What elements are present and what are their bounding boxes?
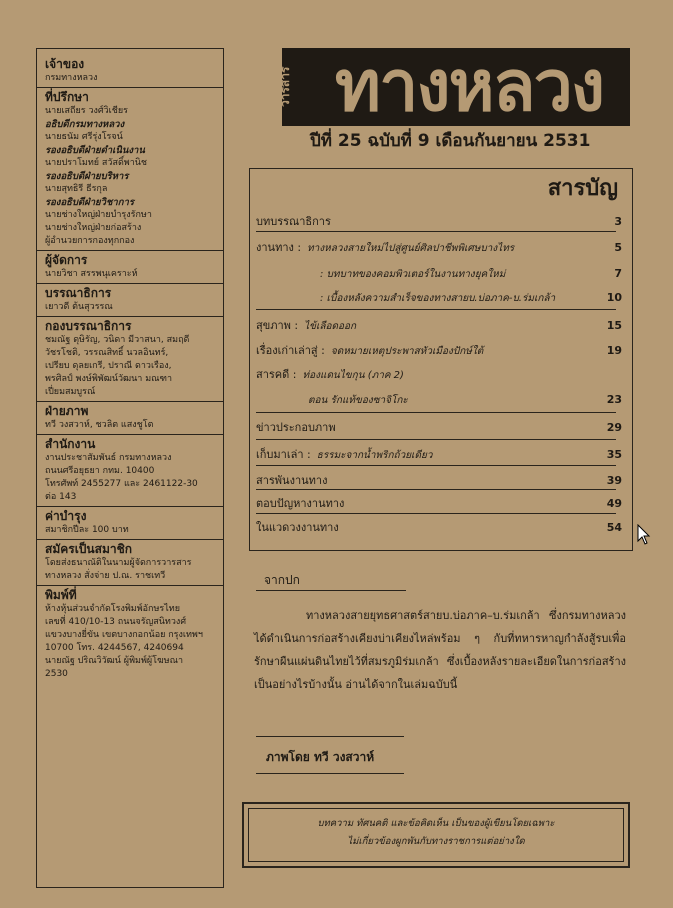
credits-text: ต่อ 143 (45, 492, 77, 502)
credits-role: อธิบดีกรมทางหลวง (45, 119, 125, 130)
toc-divider (256, 465, 616, 466)
toc-row (256, 472, 622, 490)
disclaimer-box (242, 802, 630, 868)
credits-text: 10700 โทร. 4244567, 4240694 (45, 643, 184, 653)
credits-column (36, 48, 224, 888)
credits-role: รองอธิบดีฝ่ายวิชาการ (45, 197, 134, 208)
toc-row (256, 239, 622, 257)
masthead-title: ทางหลวง (334, 45, 604, 127)
credits-role: รองอธิบดีฝ่ายดำเนินงาน (45, 145, 145, 156)
toc-title: สารบัญ (547, 176, 618, 201)
credits-text: เปี่ยมสมบูรณ์ (45, 387, 96, 397)
cover-paragraph (254, 604, 626, 696)
credits-text: กรมทางหลวง (45, 73, 98, 83)
toc-row (256, 419, 622, 437)
toc-entry (256, 495, 344, 513)
credits-heading: สมัครเป็นสมาชิก (45, 542, 133, 556)
credits-text: ผู้อำนวยการกองทุกกอง (45, 236, 135, 246)
toc-row (256, 213, 622, 231)
toc-page-number: 15 (606, 319, 622, 332)
credits-text: เปรียบ ดุลยเกรี, ปราณี ดาวเรือง, (45, 361, 172, 371)
credits-heading: ผู้จัดการ (45, 253, 88, 267)
credits-text: สมาชิกปีละ 100 บาท (45, 525, 129, 535)
credits-section (45, 542, 215, 583)
credits-text: พรศิลป์ พงษ์พิพัฒน์วัฒนา มณฑา (45, 374, 173, 384)
toc-entry (256, 519, 339, 537)
toc-section-label: ข่าวประกอบภาพ (256, 421, 336, 434)
toc-entry (320, 265, 505, 284)
toc-section-label: บทบรรณาธิการ (256, 215, 331, 228)
credits-heading: ที่ปรึกษา (45, 90, 89, 104)
credits-section (45, 90, 215, 248)
credits-text: โดยส่งธนาณัติในนามผู้จัดการวารสาร (45, 558, 192, 568)
toc-page-number: 5 (614, 241, 622, 254)
credits-section (45, 509, 215, 537)
toc-row (256, 265, 622, 283)
credits-heading: สำนักงาน (45, 437, 96, 451)
toc-row (256, 519, 622, 537)
credits-divider (37, 250, 223, 251)
credits-text: นายเสถียร วงศ์วิเชียร (45, 106, 128, 116)
masthead-small-title: วารสาร (278, 66, 292, 108)
credits-text: โทรศัพท์ 2455277 และ 2461122-30 (45, 479, 198, 489)
credits-text: ชมณัฐ ดุษิรัญ, วนิดา มีวาสนา, สมฤดี (45, 335, 190, 345)
credits-role: รองอธิบดีฝ่ายบริหาร (45, 171, 129, 182)
credits-text: ถนนศรีอยุธยา กทม. 10400 (45, 466, 155, 476)
masthead (278, 45, 630, 127)
toc-divider (256, 513, 616, 514)
credits-divider (37, 434, 223, 435)
credits-section (45, 319, 215, 399)
toc-section-label: เรื่องเก่าเล่าสู่ : (256, 344, 325, 357)
credits-text: นายณัฐ ปริณวิวัฒน์ ผู้พิมพ์ผู้โฆษณา (45, 656, 183, 666)
credits-heading: บรรณาธิการ (45, 286, 112, 300)
credits-text: แขวงบางยี่ขัน เขตบางกอกน้อย กรุงเทพฯ (45, 630, 203, 640)
credit-divider-top (256, 736, 404, 737)
credits-section (45, 57, 215, 85)
credits-section (45, 588, 215, 681)
toc-article-title: ตอน รักแท้ของซาจิโกะ (308, 395, 408, 406)
toc-divider (256, 489, 616, 490)
toc-section-label: สารคดี : (256, 368, 297, 381)
toc-section-label: งานทาง : (256, 241, 302, 254)
toc-section-label: ในแวดวงงานทาง (256, 521, 339, 534)
credits-heading: พิมพ์ที่ (45, 588, 77, 602)
toc-article-title: จดหมายเหตุประพาสหัวเมืองปักษ์ใต้ (330, 346, 484, 357)
toc-article-title: ทางหลวงสายใหม่ไปสู่ศูนย์ศิลปาชีพพิเศษบางไทร (307, 243, 515, 254)
credits-heading: ค่าบำรุง (45, 509, 87, 523)
toc-row (256, 366, 622, 384)
cover-paragraph-text: ทางหลวงสายยุทธศาสตร์สายบ.บ่อภาค–บ.ร่มเกล้า ซึ่งกรมทางหลวงได้ดำเนินการก่อสร้างเคียงบ่าเคียงไหล่พร้อม ๆ กับที่ทหารหาญกำลังสู้รบเพื่อรักษาผืนแผ่นดินไทยไว้ที่สมรภูมิร่มเกล้า ซึ่งเบื้องหลังรายละเอียดในการก่อสร้างเป็นอย่างไรบ้างนั้น อ่านได้จากในเล่มฉบับนี้ (254, 609, 626, 691)
credits-section (45, 253, 215, 281)
credits-text: ห้างหุ้นส่วนจำกัดโรงพิมพ์อักษรไทย (45, 604, 180, 614)
credits-section (45, 437, 215, 504)
toc-page-number: 7 (614, 267, 622, 280)
toc-entry (256, 419, 336, 437)
toc-entry (256, 472, 327, 490)
toc-row (256, 317, 622, 335)
credits-text: นายช่างใหญ่ฝ่ายก่อสร้าง (45, 223, 142, 233)
credits-text: นายสุทธิรี ธีรกุล (45, 184, 108, 194)
credit-divider-bottom (256, 773, 404, 774)
toc-entry (256, 446, 432, 465)
toc-row (256, 391, 622, 409)
toc-section-label: เก็บมาเล่า : (256, 448, 311, 461)
toc-entry (256, 213, 331, 231)
issue-line: ปีที่ 25 ฉบับที่ 9 เดือนกันยายน 2531 (310, 131, 591, 151)
credits-heading: เจ้าของ (45, 57, 85, 71)
credits-divider (37, 539, 223, 540)
credits-heading: ฝ่ายภาพ (45, 404, 89, 418)
toc-divider (256, 412, 616, 413)
toc-page-number: 35 (606, 448, 622, 461)
toc-entry (256, 342, 483, 361)
credits-divider (37, 585, 223, 586)
toc-row (256, 446, 622, 464)
toc-section-label: สารพันงานทาง (256, 474, 328, 487)
photo-credit: ภาพโดย ทวี วงสวาห์ (266, 750, 375, 764)
toc-page-number: 54 (606, 521, 622, 534)
toc-entry (308, 391, 408, 410)
mouse-cursor-icon (637, 524, 651, 546)
toc-section-label: ตอบปัญหางานทาง (256, 497, 345, 510)
toc-section-label: สุขภาพ : (256, 319, 299, 332)
credits-heading: กองบรรณาธิการ (45, 319, 132, 333)
credits-section (45, 286, 215, 314)
toc-page-number: 3 (614, 215, 622, 228)
toc-entry (320, 289, 555, 308)
credits-text: วัชรโชติ, วรรณสิทธิ์ นวลอินทร์, (45, 348, 169, 358)
credits-text: เยาวดี ต้นสุวรรณ (45, 302, 113, 312)
disclaimer-inner (248, 808, 624, 862)
toc-article-title: : บทบาทของคอมพิวเตอร์ในงานทางยุคใหม่ (320, 269, 506, 280)
credits-divider (37, 316, 223, 317)
toc-article-title: ธรรมะจากน้ำพริกถ้วยเดียว (316, 450, 433, 461)
toc-page-number: 39 (606, 474, 622, 487)
toc-page-number: 10 (606, 291, 622, 304)
toc-article-title: ไข้เลือดออก (304, 321, 357, 332)
cover-divider (256, 590, 406, 591)
credits-section (45, 404, 215, 432)
toc-page-number: 49 (606, 497, 622, 510)
toc-divider (256, 231, 616, 232)
toc-page-number: 23 (606, 393, 622, 406)
toc-article-title: ท่องแดนไขกุน (ภาค 2) (302, 370, 404, 381)
toc-divider (256, 309, 616, 310)
credits-text: นายวิชา สรรพนุเคราะห์ (45, 269, 138, 279)
cover-heading: จากปก (264, 573, 300, 587)
table-of-contents (249, 168, 633, 551)
credits-text: นายปราโมทย์ สวัสดิ์พานิช (45, 158, 148, 168)
credits-text: 2530 (45, 669, 68, 679)
disclaimer-line-1: บทความ ทัศนคติ และข้อคิดเห็น เป็นของผู้เขียนโดยเฉพาะ (317, 818, 555, 829)
credits-divider (37, 401, 223, 402)
toc-entry (256, 366, 404, 385)
credits-text: งานประชาสัมพันธ์ กรมทางหลวง (45, 453, 172, 463)
toc-row (256, 342, 622, 360)
toc-entry (256, 317, 356, 336)
toc-row (256, 289, 622, 307)
credits-divider (37, 506, 223, 507)
credits-text: ทวี วงสวาห์, ชวลิต แสงชูโต (45, 420, 154, 430)
toc-page-number: 19 (606, 344, 622, 357)
toc-divider (256, 439, 616, 440)
credits-divider (37, 283, 223, 284)
toc-entry (256, 239, 514, 258)
toc-page-number: 29 (606, 421, 622, 434)
credits-divider (37, 87, 223, 88)
credits-text: นายธนัม ศรีรุ่งโรจน์ (45, 132, 123, 142)
toc-article-title: : เบื้องหลังความสำเร็จของทางสายบ.บ่อภาค-บ.ร่มเกล้า (320, 293, 556, 304)
credits-text: เลขที่ 410/10-13 ถนนจรัญสนิทวงศ์ (45, 617, 187, 627)
disclaimer-line-2: ไม่เกี่ยวข้องผูกพันกับทางราชการแต่อย่างใด (347, 836, 525, 847)
toc-row (256, 495, 622, 513)
credits-text: นายช่างใหญ่ฝ่ายบำรุงรักษา (45, 210, 152, 220)
credits-text: ทางหลวง สั่งจ่าย ป.ณ. ราชเทวี (45, 571, 166, 581)
